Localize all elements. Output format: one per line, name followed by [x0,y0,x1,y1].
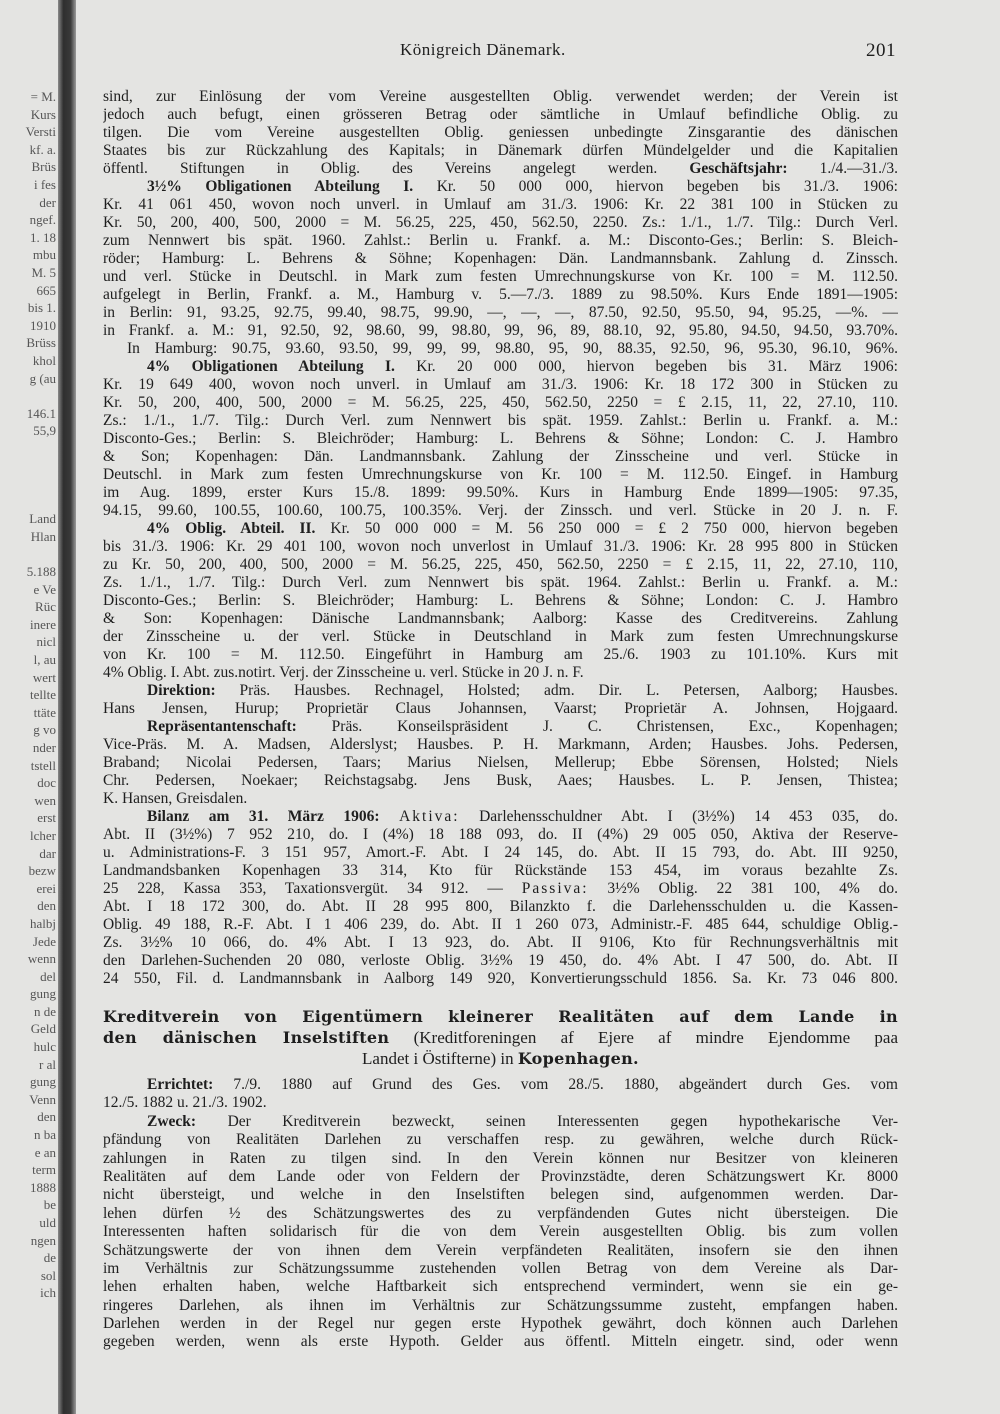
text-line [103,1315,898,1333]
facing-page-fragment: wen [34,792,56,808]
facing-page-fragment: sol [40,1267,56,1283]
facing-page-fragment: M. 5 [31,264,56,280]
text-segment: lehen erhalten haben, welche Haftbarkeit sich entsprechend vermindert, wenn sie ein ge- [103,1278,898,1296]
facing-page-fragment: den [37,1109,56,1125]
facing-page-fragment: wenn [27,951,56,967]
bold-label: 3½% Obligationen Abteilung I. [147,178,414,195]
text-segment: Kr. 41 061 450, wovon noch unverl. in Umlauf am 31./3. 1906: Kr. 22 381 100 in Stücken zu [103,196,898,213]
text-segment: Deutschl. in Mark zum festen Umrechnungskurse von Kr. 100 = M. 112.50. Eingef. in Hamburg [103,466,898,483]
text-segment: Der Kreditverein bezweckt, seinen Interessenten gegen hypothekarische Ver- [196,1112,898,1130]
text-line [103,232,898,250]
facing-page-fragment: der [39,194,56,210]
bold-label: Errichtet: [147,1076,214,1093]
text-line [103,1150,898,1168]
text-line [103,826,898,844]
text-line [103,1278,898,1296]
text-segment: Zs. 3½% 10 066, do. 4% Abt. I 13 923, do. Abt. II 9106, Kto für Rechnungsverhältnis mit [103,934,898,951]
text-segment: Darlehen werden in der Regel nur gegen erste Hypothek gewährt, doch können auch Darlehen [103,1315,898,1333]
text-line [103,88,898,106]
text-segment: in Frankf. a. M.: 91, 92.50, 92, 98.60, 99, 98.80, 99, 96, 89, 88.10, 92, 95.80, 94.50, 94.50, 93.70%. [103,322,898,339]
text-segment: 7./9. 1880 auf Grund des Ges. vom 28./5. 1880, abgeändert durch Ges. vom [213,1076,898,1093]
facing-page-fragment: Hlan [30,528,56,544]
text-segment: öffentl. Stiftungen in Oblig. des Vereins angelegt werden. [103,160,690,177]
text-line [103,1205,898,1223]
text-line [103,160,898,178]
text-segment: von Kr. 100 = M. 112.50. Eingeführt in Hamburg am 25./6. 1903 zu 101.10%. Kurs mit [103,646,898,663]
text-segment: im Aug. 1899, erster Kurs 15./8. 1899: 99.50%. Kurs in Hamburg Ende 1899—1905: 97.35, [103,484,898,501]
text-segment: Disconto-Ges.; Berlin: S. Bleichröder; Hamburg: L. Behrens & Söhne; London: C. J. Hambro [103,592,898,609]
text-line [103,772,898,790]
text-segment: Abt. II (3½%) 7 952 210, do. I (4%) 18 188 093, do. II (4%) 29 005 050, Aktiva der Reserve- [103,826,898,843]
book-gutter [58,0,76,1414]
text-line [103,466,898,484]
text-line [103,610,898,628]
bold-label: Kopenhagen. [517,1049,639,1068]
facing-page-fragment: n de [33,1003,56,1019]
text-segment: zu Kr. 50, 200, 400, 500, 2000 = M. 56.25, 225, 450, 562.50, 2250 = £ 2.15, 11, 22, 27.10, 110, [103,556,898,573]
text-line [103,916,898,934]
text-segment: Staates bis zur Rückzahlung des Kapitals; in Dänemark dürfen Mündelgelder und die Kapitalien [103,142,898,159]
text-line [103,1076,898,1094]
text-line [103,484,898,502]
text-segment: den Darlehen-Suchenden 20 080, verloste Oblig. 3½% 19 450, do. 4% Abt. I 47 500, do. Abt. II [103,952,898,969]
text-segment: in Berlin: 91, 93.25, 92.75, 99.40, 98.75, 99.90, —, —, —, 87.50, 92.50, 95.50, 94, 95.25, —%. — [103,304,898,321]
text-line [103,538,898,556]
text-segment: 4% Oblig. I. Abt. zus.notirt. Verj. der Zinsscheine u. verl. Stücke in 20 J. n. F. [103,664,584,681]
text-segment: Landet i Östifterne) in [362,1049,518,1068]
facing-page-fragment: tellte [30,687,56,703]
text-line [103,574,898,592]
section-kreditverein-body [103,1076,898,1352]
text-line [103,106,898,124]
text-line [103,718,898,736]
text-line [103,790,898,808]
text-segment: & Son; Kopenhagen: Dän. Landmannsbank. Zahlung der Zinsscheine und verl. Stücke in [103,448,898,465]
text-segment: Chr. Pedersen, Noekaer; Reichstagsabg. Jens Busk, Aaes; Hausbes. L. P. Jensen, Thistea; [103,772,898,789]
text-line [103,592,898,610]
text-segment: Realitäten auf dem Lande oder von Feldern der Provinzstädte, deren Schätzungswert Kr. 8000 [103,1167,898,1185]
text-line [103,844,898,862]
text-segment: K. Hansen, Greisdalen. [103,790,248,807]
bold-label: den dänischen Inselstiften [103,1028,390,1047]
facing-page-fragment [0,387,56,405]
facing-page-fragment: 55,9 [33,423,56,439]
text-line [103,970,898,988]
facing-page-fragment: nder [32,739,56,755]
text-segment: pfändung von Realitäten Darlehen zu verschaffen resp. zu gewähren, welche durch Rück- [103,1131,898,1149]
bold-label: Bilanz am 31. März 1906: [147,808,380,825]
text-line [103,214,898,232]
text-line [103,808,898,826]
bold-label: Repräsentantenschaft: [147,718,297,735]
text-line [103,268,898,286]
text-segment: gegeben werden, wenn als erste Hypoth. Gelder aus öffentl. Mitteln eingetr. sind, oder wenn [103,1333,898,1351]
facing-page-fragment: 5.188 [26,564,56,580]
text-line [103,322,898,340]
text-line [103,1333,898,1351]
facing-page-fragment: Venn [29,1091,56,1107]
facing-page-fragment: n ba [33,1127,56,1143]
text-segment: Abt. I 18 172 300, do. Abt. II 28 995 800, Bilanzkto f. die Darlehensschulden u. die Kassen- [103,898,898,915]
text-line [103,394,898,412]
text-line [103,196,898,214]
facing-page-fragment: be [43,1197,56,1213]
facing-page-fragment: ich [40,1285,56,1301]
running-header [0,40,1000,64]
text-line [103,952,898,970]
text-segment: röder; Hamburg: L. Behrens & Söhne; Kopenhagen: Dän. Landmannsbank. Zahlung d. Zinssch. [103,250,898,267]
text-line [103,1297,898,1315]
bold-label: Zweck: [147,1112,197,1130]
facing-page-fragment: khol [32,352,56,368]
facing-page-fragment: Brüss [26,335,56,351]
facing-page-fragment: term [32,1162,56,1178]
bold-label: Direktion: [147,682,216,699]
text-line [103,1048,898,1069]
facing-page-fragment: ngen [30,1232,56,1248]
facing-page-fragment: Land [29,511,56,527]
text-segment: Landmandsbanken Kopenhagen 33 314, Kto für Rückstände 153 454, im voraus bezahlte Zs. [103,862,898,879]
text-segment: Passiva: [521,880,589,897]
text-line [103,412,898,430]
text-line [103,862,898,880]
text-segment: Kr. 50 000 000 = M. 56 250 000 = £ 2 750 000, hiervon begeben [315,520,898,537]
text-segment: 12./5. 1882 u. 21./3. 1902. [103,1094,267,1112]
facing-page-fragment [0,440,56,458]
text-line [103,934,898,952]
text-line [103,178,898,196]
facing-page-fragment: gung [30,1074,56,1090]
facing-page-fragment: r al [39,1056,56,1072]
facing-page-fragment: ttäte [33,704,56,720]
text-segment: & Son: Kopenhagen: Dänische Landmannsbank; Aalborg: Kasse des Creditvereins. Zahlung [103,610,898,627]
text-line [103,1260,898,1278]
facing-page-fragment: 146.1 [26,405,56,421]
facing-page-fragment: den [37,898,56,914]
text-line [103,502,898,520]
facing-page-fragment: 1888 [30,1179,56,1195]
text-line [103,1186,898,1204]
text-line [103,250,898,268]
text-segment: u. Administrations-F. 3 151 957, Amort.-F. Abt. I 24 145, do. Abt. II 15 793, do. Abt. III 9250, [103,844,898,861]
text-line [103,358,898,376]
facing-page-fragment: Kurs [30,106,56,122]
facing-page-fragment: Versti [25,124,56,140]
text-segment: Vice-Präs. M. A. Madsen, Alderslyst; Hausbes. P. H. Markmann, Arden; Hausbes. Johs. Pedersen, [103,736,898,753]
text-segment: Kr. 50, 200, 400, 500, 2000 = M. 56.25, 225, 450, 562.50, 2250. Zs.: 1./1., 1./7. Tilg.: Durch Verl. [103,214,898,231]
facing-page-fragment: doc [37,775,56,791]
text-line [103,700,898,718]
text-segment: Präs. Hausbes. Rechnagel, Holsted; adm. Dir. L. Petersen, Aalborg; Hausbes. [215,682,898,699]
facing-page-fragment: hulc [33,1039,56,1055]
text-line [103,1006,898,1027]
text-line [103,736,898,754]
text-line [103,304,898,322]
bold-label: 4% Oblig. Abteil. II. [147,520,316,537]
facing-page-fragment: 1. 18 [30,229,56,245]
facing-page-fragment: de [43,1250,56,1266]
text-segment: tilgen. Die vom Vereine ausgestellten Oblig. geniessen unbedingte Zinsgarantie des dänischen [103,124,898,141]
text-line [103,1027,898,1048]
running-title: Königreich Dänemark. [400,40,566,59]
text-line [103,430,898,448]
text-segment: nicht übersteigt, und welche in den Inselstiften belegen sind, aufgenommen werden. Dar- [103,1186,898,1204]
text-segment: Schätzungswerte der von ihnen dem Verein verpfändeten Realitäten, insofern sie den ihnen [103,1241,898,1259]
text-line [103,646,898,664]
text-line [103,286,898,304]
text-segment: Disconto-Ges.; Berlin: S. Bleichröder; Hamburg: L. Behrens & Söhne; London: C. J. Hambro [103,430,898,447]
text-segment: Zs. 1./1., 1./7. Tilg.: Durch Verl. zum Nennwert bis spät. 1964. Zahlst.: Berlin u. Frankf. a. M.: [103,574,898,591]
bold-label: Geschäftsjahr: [689,160,788,177]
text-line [103,1242,898,1260]
text-segment: (Kreditforeningen af Ejere af mindre Ejendomme paa [389,1028,898,1047]
text-segment: und verl. Stücke in Deutschl. in Mark zum festen Umrechnungskurse von Kr. 100 = M. 112.50. [103,268,898,285]
facing-page-fragment: Jede [32,933,56,949]
facing-page-fragment: 665 [36,282,56,298]
text-line [103,340,898,358]
text-segment: im Verhältnis zur Schätzungssumme zustehenden vollen Betrag von dem Vereine als Dar- [103,1259,898,1277]
facing-page-fragment: l, au [33,652,56,667]
text-segment: aufgelegt in Berlin, Frankf. a. M., Hamburg v. 5.—7./3. 1889 zu 98.50%. Kurs Ende 1891—1905: [103,286,898,303]
text-segment: ringeres Darlehen, als ihnen im Verhältnis zur Schätzungssumme zusteht, empfangen haben. [103,1296,898,1314]
text-line [103,1113,898,1131]
text-segment: Interessenten haften solidarisch für die von dem Verein ausgestellten Oblig. bis zum vollen [103,1223,898,1241]
text-segment: Aktiva: [399,808,460,825]
facing-page-fragment: erst [37,810,56,826]
text-segment: lehen dürfen ½ des Schätzungswertes des zu verpfändenden Gutes nicht übersteigen. Die [103,1204,898,1222]
facing-page-fragment: e Ve [33,581,56,597]
text-segment: 3½% Oblig. 22 381 100, 4% do. [588,880,898,897]
text-line [103,880,898,898]
text-segment: sind, zur Einlösung der vom Vereine ausgestellten Oblig. verwendet werden; der Verein ist [103,88,898,105]
facing-page-fragment: erei [36,880,56,896]
facing-page-fragment: dar [39,845,56,861]
facing-page-fragment: nicl [36,634,56,650]
text-segment: Kr. 19 649 400, wovon noch unverl. in Umlauf am 31./3. 1906: Kr. 18 172 300 in Stücken zu [103,376,898,393]
facing-page-fragment: Brüs [31,159,56,175]
facing-page-fragment [0,457,56,475]
bold-label: Kreditverein von Eigentümern kleinerer Realitäten auf dem Lande in [103,1007,898,1026]
text-segment: Darlehensschuldner Abt. I (3½%) 14 453 035, do. [459,808,898,825]
text-segment: bis 31./3. 1906: Kr. 29 401 100, wovon noch unverlost in Umlauf 31./3. 1906: Kr. 28 995 800 in Stücken [103,538,898,555]
text-line [103,556,898,574]
text-line [103,448,898,466]
text-segment: der Zinsscheine u. der verl. Stücke in Deutschland in Mark zum festen Umrechnungskurse [103,628,898,645]
facing-page-fragment: uld [39,1215,56,1230]
facing-page-fragment: mbu [32,247,56,263]
section-heading-kreditverein [103,1006,898,1069]
page-number: 201 [866,40,896,61]
text-line [103,1131,898,1149]
facing-page-fragments [0,88,56,1302]
text-line [103,1168,898,1186]
facing-page-fragment: Geld [30,1021,56,1037]
text-segment: Oblig. 49 188, R.-F. Abt. I 1 406 239, do. Abt. II 1 260 073, Administr.-F. 485 644, schuldige Oblig.- [103,916,898,933]
text-line [103,664,898,682]
text-segment: zahlungen in Raten zu tilgen sind. In den Verein können nur Besitzer von kleineren [103,1149,898,1167]
text-line [103,898,898,916]
facing-page-fragment [0,493,56,511]
text-line [103,520,898,538]
facing-page-fragment: halbj [30,915,56,931]
facing-page-fragment: inere [30,616,56,632]
facing-page-fragment: i fes [33,176,56,192]
facing-page-fragment [0,475,56,493]
facing-page-fragment: Rüc [35,599,56,615]
facing-page-fragment: g (au [29,370,56,386]
facing-page-fragment: lcher [30,827,56,843]
text-line [103,754,898,772]
facing-page-fragment: wert [32,669,56,685]
text-segment: 25 228, Kassa 353, Taxationsvergüt. 34 912. — [103,880,522,897]
text-line [103,1223,898,1241]
facing-page-fragment: e an [34,1144,56,1160]
text-line [103,1094,898,1112]
text-segment: In Hamburg: 90.75, 93.60, 93.50, 99, 99, 99, 98.80, 95, 90, 88.35, 92.50, 96, 95.30, 96.10, 96%. [127,340,898,357]
facing-page-fragment: bezw [28,863,56,879]
facing-page-fragment: 1910 [30,317,56,333]
text-segment: 1./4.—31./3. [787,160,898,177]
text-segment: Hans Jensen, Hurup; Proprietär Claus Johannsen, Vaarst; Proprietär A. Johnsen, Hojgaard. [103,700,898,717]
section-obligations-body [103,88,898,988]
text-line [103,376,898,394]
text-line [103,142,898,160]
text-line [103,682,898,700]
bold-label: 4% Obligationen Abteilung I. [147,358,395,375]
text-segment: Kr. 20 000 000, hiervon begeben bis 31. März 1906: [394,358,898,375]
text-segment: Kr. 50 000 000, hiervon begeben bis 31./3. 1906: [413,178,898,195]
text-segment: jedoch auch befugt, einen grösseren Betrag oder sämtliche in Umlauf befindliche Oblig. zu [103,106,898,123]
facing-page-fragment: gung [30,986,56,1002]
text-segment: 24 550, Fil. d. Landmannsbank in Aalborg 149 920, Konvertierungsschuld 1856. Sa. Kr. 73 046 800. [103,970,898,987]
facing-page-fragment: tstell [30,757,56,773]
facing-page-fragment: ngef. [29,212,56,228]
facing-page-fragment: bis 1. [27,300,56,316]
text-segment: Präs. Konseilspräsident J. C. Christensen, Exc., Kopenhagen; [296,718,898,735]
text-line [103,628,898,646]
text-segment [380,808,400,825]
text-segment: Zs.: 1./1., 1./7. Tilg.: Durch Verl. zum Nennwert bis spät. 1959. Zahlst.: Berlin u. Frankf. a. M.: [103,412,898,429]
text-segment: Braband; Nicolai Pedersen, Taars; Marius Nielsen, Mellerup; Ebbe Sörensen, Holsted; Niels [103,754,898,771]
facing-page-fragment: kf. a. [29,141,56,157]
text-line [103,124,898,142]
text-segment: 94.15, 99.60, 100.55, 100.60, 100.75, 100.35%. Verj. der Zinssch. und verl. Stücke in 20 J. n. F. [103,502,898,519]
facing-page-fragment: = M. [30,89,56,104]
text-segment: zum Nennwert bis spät. 1960. Zahlst.: Berlin u. Frankf. a. M.: Disconto-Ges.; Berlin: S. Bleich- [103,232,898,249]
text-segment: Kr. 50, 200, 400, 500, 2000 = M. 56.25, 225, 450, 562.50, 2250 = £ 2.15, 11, 22, 27.10, 110. [103,394,898,411]
facing-page-fragment: del [40,968,56,984]
facing-page-fragment [0,545,56,563]
facing-page-fragment: g vo [33,722,56,738]
